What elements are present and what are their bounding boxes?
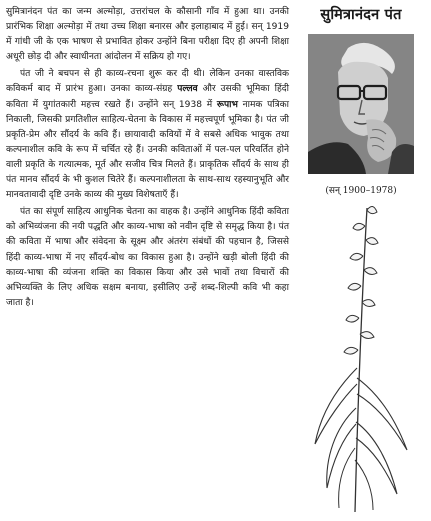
paragraph-text: पंत का संपूर्ण साहित्य आधुनिक चेतना का वाहक है। उन्होंने आधुनिक हिंदी कविता को अभिव्यंजना की नयी पद्धति और काव्य-भाषा को नवीन दृष्टि से समृद्ध किया है। पंत की कविता में भाषा और संवेदना के सूक्ष्म और अंतरंग संबंधों की पहचान है, जिससे हिंदी काव्य-भाषा में नए सौंदर्य-बोध का विकास हुआ है। उन्होंने खड़ी बोली हिंदी की काव्य-भाषा की व्यंजना शक्ति का विकास किया और उसे भावों तथा विचारों की अभिव्यक्ति के लिए अधिक सक्षम बनाया, इसीलिए उन्हें शब्द-शिल्पी कवि भी कहा जाता है। <box>6 207 289 308</box>
paragraph-text: नामक पत्रिका निकाली, जिसकी प्रगतिशील साहित्य-चेतना के विकास में महत्त्वपूर्ण भूमिका है। पंत जी प्रकृति-प्रेम और सौंदर्य के कवि हैं। छायावादी कवियों में वे सबसे अधिक भावुक तथा कल्पनाशील कवि के रूप में चर्चित रहे हैं। उनकी कविताओं में पल-पल परिवर्तित होने वाली प्रकृति के गत्यात्मक, मूर्त और सजीव चित्र मिलते हैं। प्राकृतिक सौंदर्य के साथ ही पंत मानव सौंदर्य के भी कुशल चितेरे हैं। कल्पनाशीलता के साथ-साथ रहस्यानुभूति और मानवतावादी दृष्टि उनके काव्य की मुख्य विशेषताएँ हैं। <box>6 99 289 201</box>
poet-portrait <box>308 34 414 174</box>
paragraph-literary-career <box>6 67 289 203</box>
work-title-pallav: पल्लव <box>177 84 198 95</box>
poet-name-heading: सुमित्रानंदन पंत <box>320 6 402 23</box>
paragraph-early-life <box>6 5 289 65</box>
work-title-rupabh: रूपाभ <box>216 99 238 110</box>
paragraph-text: सुमित्रानंदन पंत का जन्म अल्मोड़ा, उत्तरांचल के कौसानी गाँव में हुआ था। उनकी प्रारंभिक शिक्षा अल्मोड़ा में तथा उच्च शिक्षा बनारस और इलाहाबाद में हुई। सन् 1919 में गांधी जी के एक भाषण से प्रभावित होकर उन्होंने बिना परीक्षा दिए ही अपनी शिक्षा अधूरी छोड़ दी और स्वाधीनता आंदोलन में सक्रिय हो गए। <box>6 7 289 63</box>
portrait-sketch <box>308 34 414 174</box>
biography-text <box>6 5 289 313</box>
paragraph-contribution <box>6 205 289 311</box>
paragraph-text: पंत जी ने बचपन से ही काव्य-रचना शुरू कर दी थी। लेकिन उनका वास्तविक कविकर्म बाद में प्रारंभ हुआ। उनका काव्य-संग्रह <box>6 69 289 95</box>
paragraph-text: और उसकी भूमिका हिंदी कविता में युगांतकारी महत्त्व रखते हैं। उन्होंने सन् 1938 में <box>6 84 289 110</box>
plant-illustration <box>297 198 425 516</box>
life-years: (सन् 1900–1978) <box>325 186 397 196</box>
poet-sidebar <box>297 4 425 517</box>
